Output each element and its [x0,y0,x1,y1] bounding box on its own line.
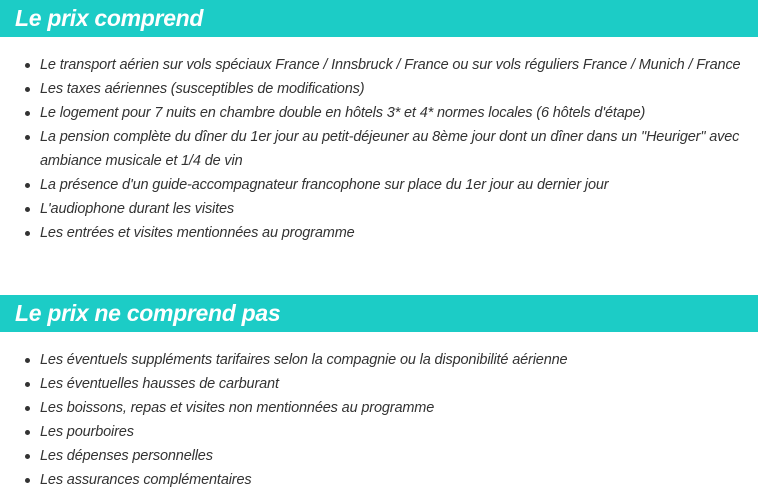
price-excluded-list [0,348,758,492]
bullet-icon [25,478,30,483]
list-item [0,125,758,173]
list-item [0,53,758,77]
list-item-text: Les pourboires [40,424,134,440]
list-item-text: Les éventuelles hausses de carburant [40,376,279,392]
bullet-icon [25,183,30,188]
bullet-icon [25,406,30,411]
price-included-section [0,0,758,245]
bullet-icon [25,135,30,140]
list-item [0,197,758,221]
list-item [0,444,758,468]
list-item [0,77,758,101]
bullet-icon [25,207,30,212]
bullet-icon [25,87,30,92]
list-item-text: Les boissons, repas et visites non mentionnées au programme [40,400,435,416]
list-item-text: L'audiophone durant les visites [40,201,235,217]
price-included-list [0,53,758,245]
list-item-text: Le logement pour 7 nuits en chambre double en hôtels 3* et 4* normes locales (6 hôtels d'étape) [40,105,646,121]
bullet-icon [25,231,30,236]
bullet-icon [25,111,30,116]
list-item [0,420,758,444]
price-excluded-section [0,295,758,492]
list-item [0,101,758,125]
list-item [0,372,758,396]
list-item [0,221,758,245]
list-item [0,348,758,372]
bullet-icon [25,382,30,387]
list-item-text: Les éventuels suppléments tarifaires selon la compagnie ou la disponibilité aérienne [40,352,568,368]
list-item-text: Les entrées et visites mentionnées au programme [40,225,355,241]
list-item [0,396,758,420]
list-item-text: Les taxes aériennes (susceptibles de modifications) [40,81,365,97]
price-included-heading: Le prix comprend [0,0,758,37]
price-excluded-heading: Le prix ne comprend pas [0,295,758,332]
list-item-text: Les assurances complémentaires [40,472,252,488]
list-item-text: Les dépenses personnelles [40,448,213,464]
list-item [0,468,758,492]
bullet-icon [25,454,30,459]
list-item-text: La présence d'un guide-accompagnateur francophone sur place du 1er jour au dernier jour [40,177,609,193]
bullet-icon [25,63,30,68]
list-item [0,173,758,197]
list-item-text: Le transport aérien sur vols spéciaux France / Innsbruck / France ou sur vols réguliers France / Munich / France [40,57,741,73]
bullet-icon [25,358,30,363]
bullet-icon [25,430,30,435]
list-item-text: La pension complète du dîner du 1er jour au petit-déjeuner au 8ème jour dont un dîner dans un "Heuriger" avec ambiance musicale et 1/4 de vin [40,129,740,169]
